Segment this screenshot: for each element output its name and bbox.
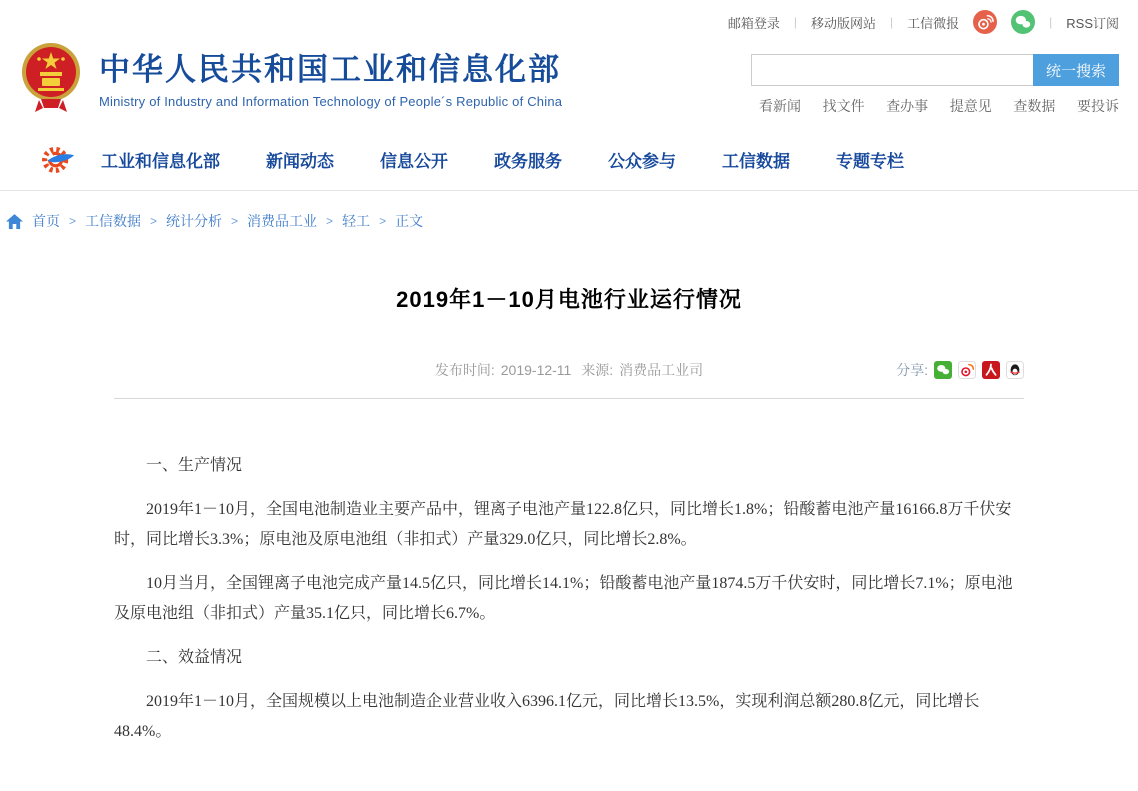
nav-item-miit-data[interactable]: 工信数据 (722, 151, 790, 171)
breadcrumb-consumer-goods[interactable]: 消费品工业 (247, 213, 318, 229)
nav-item-news[interactable]: 新闻动态 (266, 151, 334, 171)
search-quick-links (751, 96, 1119, 116)
quick-link-files[interactable]: 找文件 (822, 98, 865, 114)
separator: | (793, 15, 797, 29)
miit-weibo-link[interactable]: 工信微报 (907, 15, 960, 31)
quick-link-complaints[interactable]: 要投诉 (1076, 98, 1119, 114)
national-emblem-icon (19, 42, 83, 116)
share-renren-icon[interactable] (982, 361, 1000, 379)
article-meta-row (114, 360, 1024, 382)
share-wechat-icon[interactable] (934, 361, 952, 379)
site-brand[interactable] (19, 42, 562, 116)
gear-e-logo-icon (39, 140, 77, 178)
top-utility-bar (0, 0, 1138, 38)
mobile-site-link[interactable]: 移动版网站 (810, 15, 876, 31)
breadcrumb-statistics[interactable]: 统计分析 (166, 213, 223, 229)
site-header (19, 38, 1119, 128)
quick-link-suggestions[interactable]: 提意见 (949, 98, 992, 114)
search-input[interactable] (751, 54, 1033, 86)
publish-date: 2019-12-11 (500, 362, 572, 378)
source-label: 来源: (581, 362, 614, 378)
share-weibo-icon[interactable] (958, 361, 976, 379)
quick-link-data[interactable]: 查数据 (1013, 98, 1056, 114)
paragraph-production-cumulative: 2019年1－10月，全国电池制造业主要产品中，锂离子电池产量122.8亿只，同比增长1.8%；铅酸蓄电池产量16166.8万千伏安时，同比增长3.3%；原电池及原电池组（非扣式）产量329.0亿只，同比增长2.8%。 (114, 501, 1012, 548)
mail-login-link[interactable]: 邮箱登录 (727, 15, 780, 31)
wechat-icon[interactable] (1011, 10, 1035, 34)
separator: | (890, 15, 894, 29)
breadcrumb-separator: > (326, 214, 334, 228)
quick-link-news[interactable]: 看新闻 (759, 98, 801, 114)
rss-link[interactable]: RSS订阅 (1066, 15, 1119, 31)
section-heading-profit: 二、效益情况 (146, 649, 243, 666)
breadcrumb-home[interactable]: 首页 (32, 213, 60, 229)
share-qq-icon[interactable] (1006, 361, 1024, 379)
breadcrumb-separator: > (379, 214, 387, 228)
quick-link-services[interactable]: 查办事 (886, 98, 929, 114)
search-area (751, 42, 1119, 116)
nav-item-miit[interactable]: 工业和信息化部 (101, 151, 220, 171)
nav-item-special-columns[interactable]: 专题专栏 (836, 151, 904, 171)
source-value: 消费品工业司 (619, 362, 704, 378)
paragraph-production-monthly: 10月当月，全国锂离子电池完成产量14.5亿只，同比增长14.1%；铅酸蓄电池产量1874.5万千伏安时，同比增长7.1%；原电池及原电池组（非扣式）产量35.1亿只，同比增长6.7%。 (114, 575, 1013, 622)
share-label: 分享: (896, 362, 928, 378)
unified-search-button[interactable]: 统一搜索 (1033, 54, 1119, 86)
section-heading-production: 一、生产情况 (146, 457, 243, 474)
article-title: 2019年1－10月电池行业运行情况 (396, 287, 742, 312)
weibo-icon[interactable] (973, 10, 997, 34)
site-title-cn: 中华人民共和国工业和信息化部 (99, 52, 561, 88)
breadcrumb-miit-data[interactable]: 工信数据 (85, 213, 142, 229)
article (114, 283, 1024, 791)
breadcrumb (0, 211, 1100, 231)
breadcrumb-article: 正文 (395, 213, 424, 229)
home-icon[interactable] (6, 214, 23, 229)
publish-time-label: 发布时间: (434, 362, 495, 378)
main-nav (0, 128, 1138, 191)
breadcrumb-separator: > (69, 214, 77, 228)
article-body (114, 399, 1024, 791)
share-toolbar (896, 360, 1024, 380)
nav-item-gov-services[interactable]: 政务服务 (494, 151, 562, 171)
site-title-en: Ministry of Industry and Information Technology of People´s Republic of China (99, 93, 563, 109)
breadcrumb-separator: > (231, 214, 239, 228)
separator: | (1049, 15, 1053, 29)
nav-item-public-participation[interactable]: 公众参与 (608, 151, 676, 171)
paragraph-profit: 2019年1－10月，全国规模以上电池制造企业营业收入6396.1亿元，同比增长13.5%，实现利润总额280.8亿元，同比增长48.4%。 (114, 693, 980, 740)
article-meta (114, 360, 1024, 380)
breadcrumb-light-industry[interactable]: 轻工 (342, 213, 371, 229)
brand-titles (99, 49, 562, 108)
nav-item-info-disclosure[interactable]: 信息公开 (380, 151, 448, 171)
breadcrumb-separator: > (150, 214, 158, 228)
